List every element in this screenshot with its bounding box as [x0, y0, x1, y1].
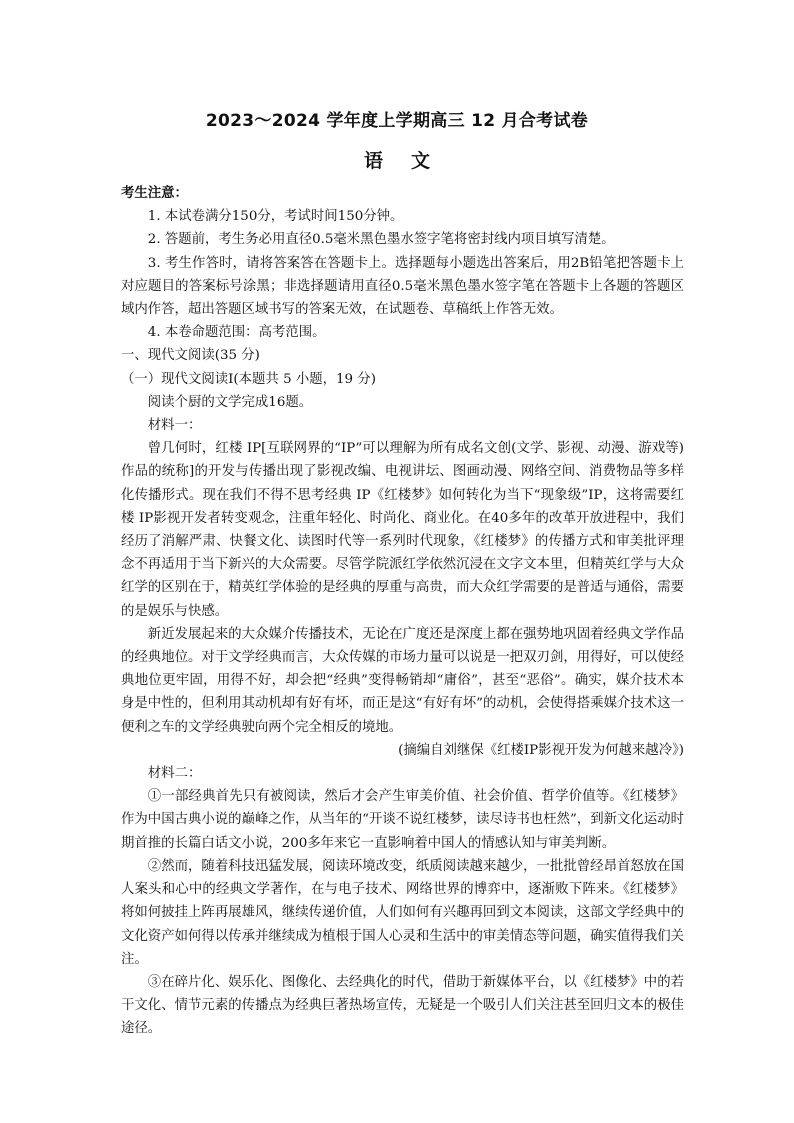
material-1-paragraph: 新近发展起来的大众媒介传播技术，无论在广度还是深度上都在强势地巩固着经典文学作品的经典地位。对于文学经典而言，大众传媒的市场力量可以说是一把双刃剑，用得好，可以使经典地位更牢固，用得不好，却会把“经典”变得畅销却“庸俗”，甚至“恶俗”。确实，媒介技术本身是中性的，但利用其动机却有好有坏，而正是这“有好有坏”的动机，会使得搭乘媒介技术这一便利之车的文学经典驶向两个完全相反的境地。 — [121, 626, 684, 735]
notice-item-2: 2. 答题前，考生务必用直径0.5毫米黑色墨水签字笔将密封线内项目填写清楚。 — [147, 232, 615, 248]
material-1-label: 材料一： — [147, 418, 202, 434]
material-2-paragraph: ②然而，随着科技迅猛发展，阅读环境改变，纸质阅读越来越少，一批批曾经昂首怒放在国人案头和心中的经典文学著作，在与电子技术、网络世界的博弈中，逐渐败下阵来。《红楼梦》将如何披挂上阵再展雄风，继续传递价值，人们如何有兴趣再回到文本阅读，这部文学经典中的文化资产如何得以传承并继续成为植根于国人心灵和生活中的审美情态等问题，确实值得我们关注。 — [121, 858, 684, 967]
notice-heading: 考生注意： — [121, 186, 188, 201]
reading-instruction: 阅读个厨的文学完成16题。 — [147, 394, 313, 410]
notice-item-1: 1. 本试卷满分150分，考试时间150分钟。 — [147, 209, 404, 225]
material-2-paragraph: ①一部经典首先只有被阅读，然后才会产生审美价值、社会价值、哲学价值等。《红楼梦》作为中国古典小说的巅峰之作，从当年的“开谈不说红楼梦，读尽诗书也枉然”，到新文化运动时期首推的长篇白话文小说，200多年来它一直影响着中国人的情感认知与审美判断。 — [121, 789, 684, 851]
notice-item-3: 3. 考生作答时，请将答案答在答题卡上。选择题每小题选出答案后，用2B铅笔把答题卡上对应题目的答案标号涂黑；非选择题请用直径0.5毫米黑色墨水签字笔在答题卡上各题的答题区域内作答，超出答题区域书写的答案无效，在试题卷、草稿纸上作答无效。 — [121, 255, 684, 318]
subject-title: 语文 — [363, 150, 458, 172]
material-2-paragraph: ③在碎片化、娱乐化、图像化、去经典化的时代，借助于新媒体平台，以《红楼梦》中的若干文化、情节元素的传播点为经典巨著热场宣传，无疑是一个吸引人们关注甚至回归文本的极佳途径。 — [121, 974, 684, 1037]
section-heading: 一、现代文阅读(35 分) — [121, 348, 260, 364]
material-1-paragraph: 曾几何时，红楼 IP[互联网界的“IP”可以理解为所有成名文创(文学、影视、动漫、游戏等)作品的统称]的开发与传播出现了影视改编、电视讲坛、图画动漫、网络空间、消费物品等多样化传播形式。现在我们不得不思考经典 IP《红楼梦》如何转化为当下“现象级”IP，这将需要红楼 IP影视开发者转变观念，注重年轻化、时尚化、商业化。在40多年的改革开放进程中，我们经历了消解严肃、快餐文化、读图时代等一系列时代现象，《红楼梦》的传播方式和审美批评理念不再适用于当下新兴的大众需要。尽管学院派红学依然沉浸在文字文本里，但精英红学与大众红学的区别在于，精英红学体验的是经典的厚重与高贵，而大众红学需要的是普适与通俗，需要的是娱乐与快感。 — [121, 441, 684, 619]
subsection-heading: （一）现代文阅读I(本题共 5 小题，19 分) — [121, 371, 376, 387]
material-1-source: (摘编自刘继保《红楼IP影视开发为何越来越冷》) — [398, 742, 684, 758]
notice-item-4: 4. 本卷命题范围：高考范围。 — [147, 325, 326, 341]
material-2-label: 材料二： — [147, 766, 202, 782]
exam-content — [121, 182, 684, 1041]
exam-title: 2023～2024 学年度上学期高三 12 月合考试卷 — [205, 111, 589, 131]
